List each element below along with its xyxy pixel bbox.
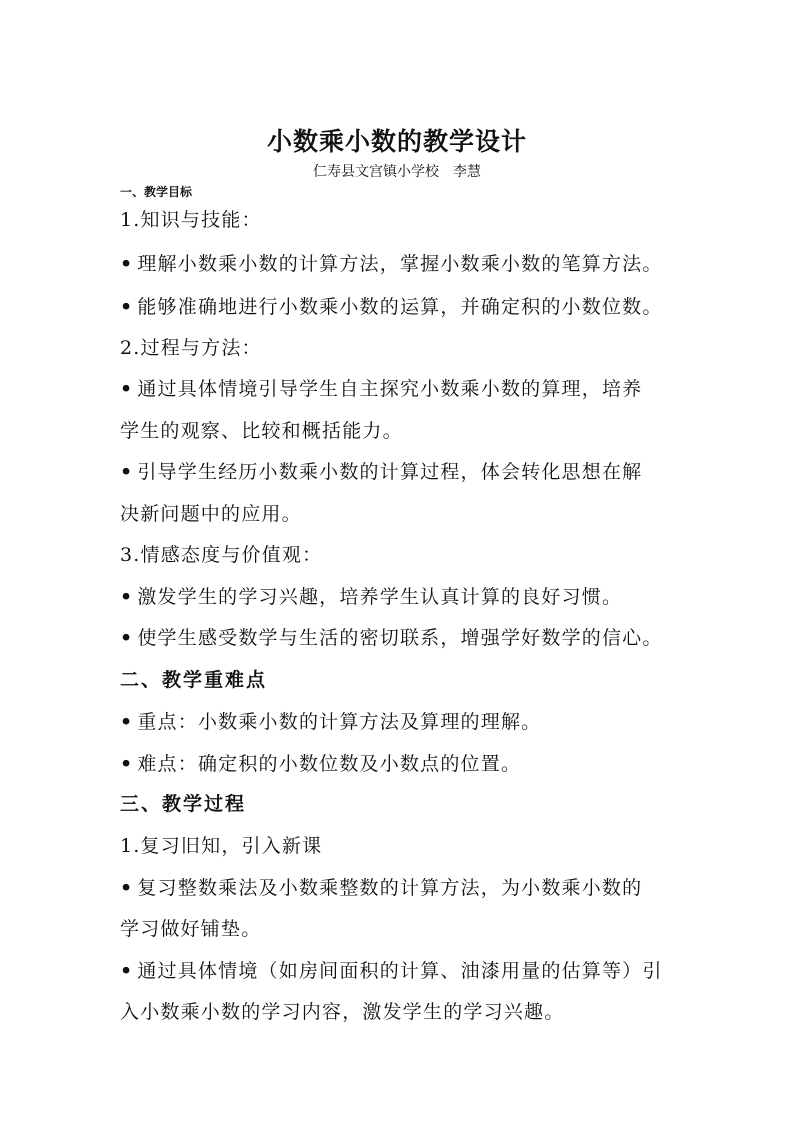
section2-heading: 二、教学重难点 [120,669,268,691]
bullet-icon: • [120,753,134,775]
section1-item2-bullet1-line2: 学生的观察、比较和概括能力。 [120,420,403,442]
section1-item2-heading: 2.过程与方法： [120,337,262,359]
paragraph-text: 理解小数乘小数的计算方法，掌握小数乘小数的笔算方法。 [137,253,663,275]
paragraph-text: 通过具体情境（如房间面积的计算、油漆用量的估算等）引 [137,960,663,982]
bullet-icon: • [120,253,134,275]
bullet-icon: • [120,461,134,483]
section2-bullet2 [120,752,680,776]
paragraph-text: 通过具体情境引导学生自主探究小数乘小数的算理，培养 [137,378,643,400]
paragraph-text: 激发学生的学习兴趣，培养学生认真计算的良好习惯。 [137,586,623,608]
section1-item3-heading: 3.情感态度与价值观： [120,544,323,566]
section1-item2-bullet2-line2: 决新问题中的应用。 [120,503,302,525]
paragraph-text: 重点：小数乘小数的计算方法及算理的理解。 [137,711,542,733]
section3-heading: 三、教学过程 [120,793,247,815]
section1-item3-bullet2 [120,626,680,650]
section1-item2-bullet1-line1 [120,377,680,401]
section1-item1-bullet1 [120,252,680,276]
bullet-icon: • [120,586,134,608]
paragraph-text: 复习整数乘法及小数乘整数的计算方法，为小数乘小数的 [137,877,643,899]
bullet-icon: • [120,296,134,318]
paragraph-text: 能够准确地进行小数乘小数的运算，并确定积的小数位数。 [137,296,663,318]
bullet-icon: • [120,960,134,982]
section1-item1-bullet2 [120,295,680,319]
paragraph-text: 使学生感受数学与生活的密切联系，增强学好数学的信心。 [137,627,663,649]
section1-heading: 一、教学目标 [120,185,193,199]
bullet-icon: • [120,711,134,733]
bullet-icon: • [120,378,134,400]
section1-item2-bullet2-line1 [120,460,680,484]
section2-bullet1 [120,710,680,734]
document-title: 小数乘小数的教学设计 [266,127,527,156]
section3-item1-bullet1-line2: 学习做好铺垫。 [120,918,262,940]
paragraph-text: 引导学生经历小数乘小数的计算过程，体会转化思想在解 [137,461,643,483]
section1-item1-heading: 1.知识与技能： [120,209,262,231]
section1-item3-bullet1 [120,585,680,609]
section3-item1-bullet2-line2: 入小数乘小数的学习内容，激发学生的学习兴趣。 [120,1001,565,1023]
section3-item1-heading: 1.复习旧知，引入新课 [120,835,323,857]
bullet-icon: • [120,627,134,649]
section3-item1-bullet2-line1 [120,959,680,983]
document-author: 仁寿县文宫镇小学校 李慧 [313,164,481,180]
section3-item1-bullet1-line1 [120,876,680,900]
paragraph-text: 难点：确定积的小数位数及小数点的位置。 [137,753,522,775]
bullet-icon: • [120,877,134,899]
